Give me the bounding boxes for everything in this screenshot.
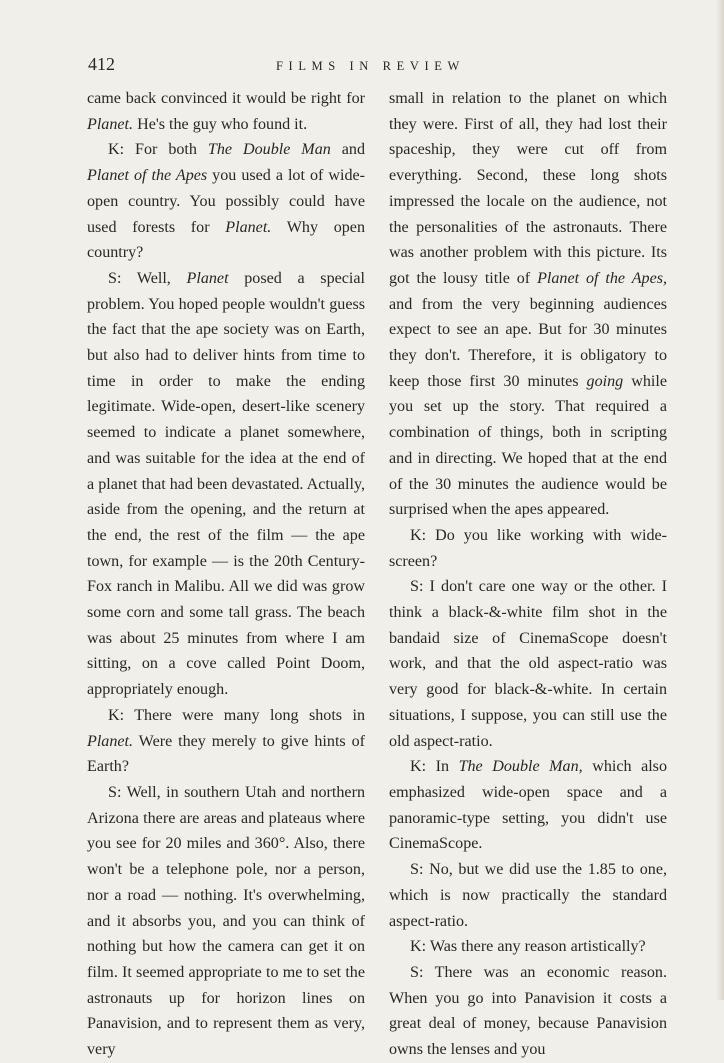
- paragraph: [87, 780, 365, 1063]
- text-run: K: Do you like working with wide-screen?: [389, 526, 667, 570]
- text-run: He's the guy who found it.: [133, 115, 308, 133]
- text-run: K: There were many long shots in: [108, 706, 365, 724]
- paragraph: [87, 703, 365, 780]
- text-run: which also emphasized wide-open space and a panoramic-type setting, you didn't use CinemaScope.: [389, 758, 667, 853]
- text-run: K: For both: [108, 141, 208, 159]
- text-run: K: Was there any reason artistically?: [410, 938, 646, 956]
- running-head: FILMS IN REVIEW: [276, 59, 465, 73]
- text-run: S: There was an economic reason. When you go into Panavision it costs a great deal of money, because Panavision owns the lenses and you: [389, 963, 667, 1059]
- italic-title: Planet: [186, 269, 229, 287]
- paragraph: [389, 523, 667, 574]
- text-run: S: I don't care one way or the other. I think a black-&-white film shot in the bandaid size of CinemaScope doesn't work, and that the old aspect-ratio was very good for black-&-white. In certain situations, I suppose, you can still use the old aspect-ratio.: [389, 578, 667, 750]
- text-run: and from the very beginning audiences expect to see an ape. But for 30 minutes they don't. Therefore, it is obligatory to keep those first 30 minutes: [389, 295, 667, 390]
- italic-title: The Double Man: [207, 141, 331, 159]
- text-run: S: Well,: [108, 269, 187, 287]
- text-column-right: [389, 86, 667, 1063]
- text-column-left: [87, 86, 365, 1063]
- text-run: and: [330, 141, 365, 159]
- text-run: K: In: [410, 758, 459, 776]
- page-header: [88, 52, 688, 80]
- paragraph: [87, 86, 365, 137]
- italic-title: Planet of the Apes,: [537, 269, 668, 287]
- paragraph: [87, 266, 365, 703]
- page-number: 412: [88, 54, 115, 74]
- paragraph: [389, 960, 667, 1063]
- paragraph: [389, 934, 667, 960]
- text-run: Were they merely to give hints of Earth?: [87, 732, 365, 776]
- text-run: posed a special problem. You hoped people wouldn't guess the fact that the ape society was on Earth, but also had to deliver hints from time to time in order to make the ending legitimate. Wide-open, desert-like scenery seemed to indicate a planet somewhere, and was suitable for the idea at the end of a planet that had been devastated. Actually, aside from the opening, and the return at the end, the rest of the film — the ape town, for example — is the 20th Century-Fox ranch in Malibu. All we did was grow some corn and some tall grass. The beach was about 25 minutes from where I am sitting, on a cove called Point Doom, appropriately enough.: [87, 269, 365, 699]
- paragraph: [389, 86, 667, 523]
- italic-title: Planet.: [87, 732, 134, 750]
- text-run: S: No, but we did use the 1.85 to one, which is now practically the standard aspect-ratio.: [389, 861, 667, 930]
- italic-title: going: [586, 372, 624, 390]
- italic-title: Planet.: [225, 218, 272, 236]
- text-run: small in relation to the planet on which they were. First of all, they had lost their spaceship, they were cut off from everything. Second, these long shots impressed the locale on the audience, not the personalities of the astronauts. There was another problem with this picture. Its got the lousy title of: [389, 90, 667, 287]
- paragraph: [389, 857, 667, 934]
- italic-title: Planet.: [87, 115, 134, 133]
- text-run: Why open country?: [87, 218, 366, 262]
- text-run: you used a lot of wide-open country. You possibly could have used forests for: [87, 167, 365, 236]
- text-run: came back convinced it would be right for: [87, 90, 365, 107]
- italic-title: The Double Man,: [458, 758, 583, 776]
- paragraph: [87, 137, 365, 266]
- text-run: while you set up the story. That required a combination of things, both in scripting and in directing. We hoped that at the end of the 30 minutes the audience would be surprised when the apes appeared.: [389, 372, 667, 519]
- text-run: S: Well, in southern Utah and northern Arizona there are areas and plateaus where you see for 20 miles and 360°. Also, there won't be a telephone pole, nor a person, nor a road — nothing. It's overwhelming, and it absorbs you, and you can think of nothing but how the camera can get it on film. It seemed appropriate to me to set the astronauts up for horizon lines on Panavision, and to represent them as very, very: [87, 783, 365, 1059]
- italic-title: Planet of the Apes: [87, 167, 208, 185]
- paragraph: [389, 574, 667, 754]
- paragraph: [389, 754, 667, 857]
